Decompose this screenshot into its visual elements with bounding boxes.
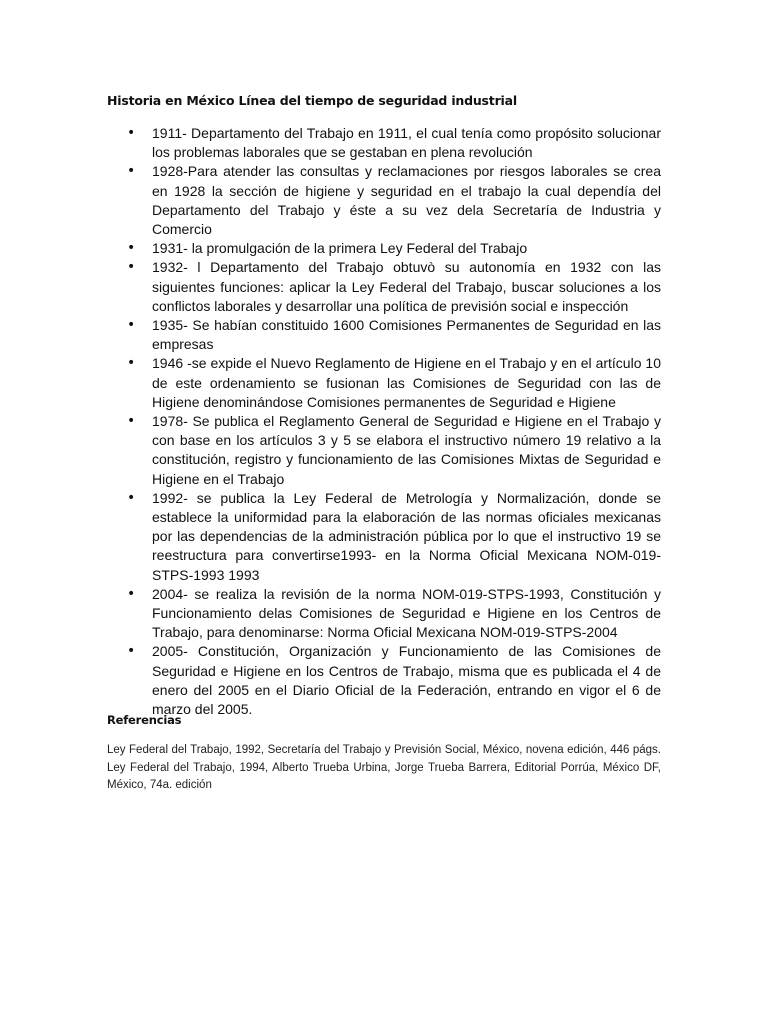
bullet-icon: •: [127, 240, 136, 257]
timeline-item-1928: [127, 162, 661, 239]
timeline-item-text: 1911- Departamento del Trabajo en 1911, el cual tenía como propósito solucionar los problemas laborales que se gestaban en plena revolución: [152, 125, 661, 161]
bullet-icon: •: [127, 163, 136, 180]
bullet-icon: •: [127, 643, 136, 660]
timeline-item-1978: [127, 412, 661, 489]
timeline-item-text: 1992- se publica la Ley Federal de Metrología y Normalización, donde se establece la uniformidad para la elaboración de las normas oficiales mexicanas por las dependencias de la administración pública por lo que el instructivo 19 se reestructura para convertirse1993- en la Norma Oficial Mexicana NOM-019-STPS-1993 1993: [152, 489, 661, 583]
timeline-item-text: 1946 -se expide el Nuevo Reglamento de Higiene en el Trabajo y en el artículo 10 de este ordenamiento se fusionan las Comisiones de Seguridad con las de Higiene denominándose Comisiones permanentes de Seguridad e Higiene: [152, 355, 661, 410]
timeline-list: [127, 124, 661, 719]
timeline-item-1931: [127, 239, 661, 258]
timeline-item-1911: [127, 124, 661, 162]
document-title: Historia en México Línea del tiempo de seguridad industrial: [107, 93, 517, 108]
timeline-item-1935: [127, 316, 661, 354]
timeline-item-2004: [127, 585, 661, 643]
timeline-item-1992: [127, 489, 661, 585]
bullet-icon: •: [127, 125, 136, 141]
timeline-item-2005: [127, 642, 661, 719]
timeline-item-1932: [127, 258, 661, 316]
timeline-item-text: 1931- la promulgación de la primera Ley Federal del Trabajo: [152, 240, 528, 257]
timeline-item-text: 2005- Constitución, Organización y Funcionamiento de las Comisiones de Seguridad e Higiene en los Centros de Trabajo, misma que es publicada el 4 de enero del 2005 en el Diario Oficial de la Federación, entrando en vigor el 6 de marzo del 2005.: [152, 643, 661, 718]
bullet-icon: •: [127, 489, 136, 506]
timeline-item-text: 1978- Se publica el Reglamento General de Seguridad e Higiene en el Trabajo y con base en los artículos 3 y 5 se elabora el instructivo número 19 relativo a la constitución, registro y funcionamiento de las Comisiones Mixtas de Seguridad e Higiene en el Trabajo: [152, 413, 661, 487]
bullet-icon: •: [127, 355, 136, 372]
timeline-item-text: 1932- l Departamento del Trabajo obtuvò su autonomía en 1932 con las siguientes funciones: aplicar la Ley Federal del Trabajo, buscar soluciones a los conflictos laborales y desarrollar una política de previsión social e inspección: [152, 259, 661, 314]
bullet-icon: •: [127, 259, 136, 276]
timeline-item-1946: [127, 354, 661, 412]
bullet-icon: •: [127, 585, 136, 602]
references-heading: Referencias: [107, 713, 182, 727]
references-text: Ley Federal del Trabajo, 1992, Secretaría del Trabajo y Previsión Social, México, novena edición, 446 págs. Ley Federal del Trabajo, 1994, Alberto Trueba Urbina, Jorge Trueba Barrera, Editorial Porrúa, México DF, México, 74a. edición: [107, 744, 661, 791]
timeline-item-text: 2004- se realiza la revisión de la norma NOM-019-STPS-1993, Constitución y Funcionamiento delas Comisiones de Seguridad e Higiene en los Centros de Trabajo, para denominarse: Norma Oficial Mexicana NOM-019-STPS-2004: [152, 585, 661, 641]
timeline-item-text: 1935- Se habían constituido 1600 Comisiones Permanentes de Seguridad en las empresas: [152, 317, 661, 353]
timeline-item-text: 1928-Para atender las consultas y reclamaciones por riesgos laborales se crea en 1928 la sección de higiene y seguridad en el trabajo la cual dependía del Departamento del Trabajo y éste a su vez dela Secretaría de Industria y Comercio: [152, 163, 661, 238]
bullet-icon: •: [127, 317, 136, 334]
bullet-icon: •: [127, 413, 136, 430]
